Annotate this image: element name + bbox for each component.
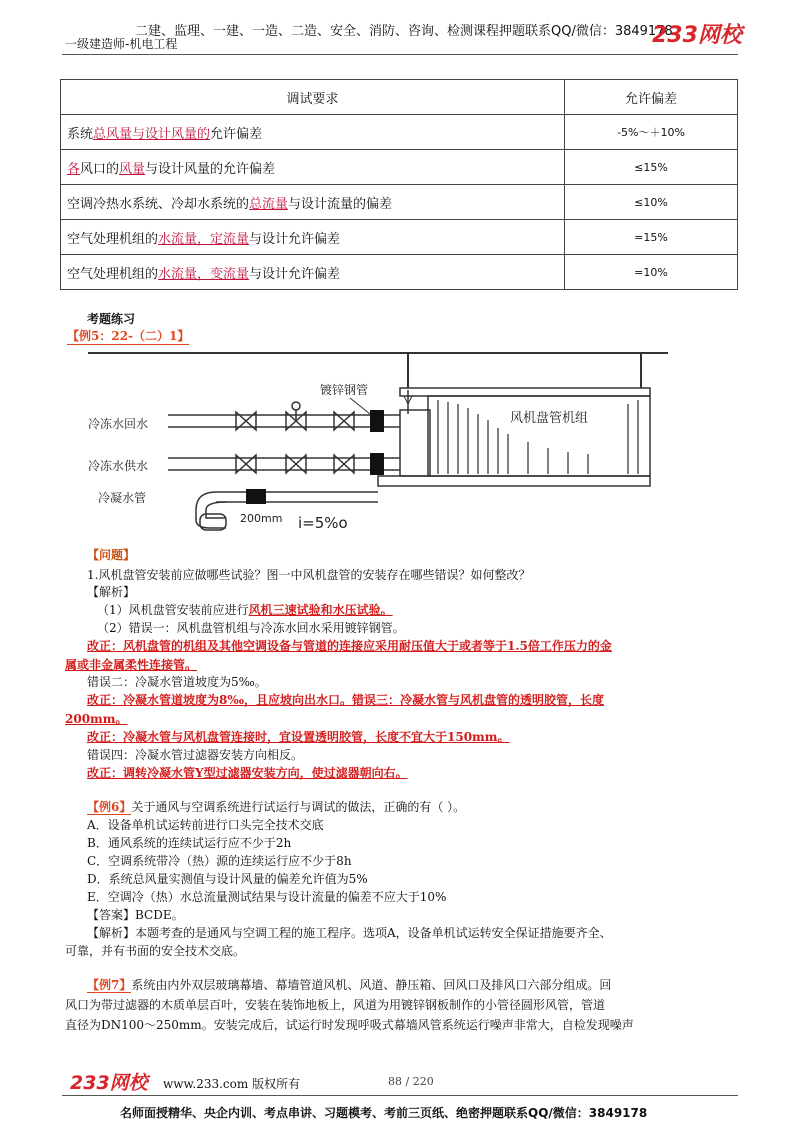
header-logo[interactable] xyxy=(650,16,750,50)
fan-coil-diagram xyxy=(88,350,668,540)
q6-option-a: A．设备单机试运转前进行口头完全技术交底 xyxy=(87,818,324,832)
table-row: 系统总风量与设计风量的允许偏差 -5%～＋10% xyxy=(61,115,738,150)
slope-label: i=5%o xyxy=(298,514,348,532)
q7-line-2: 风口为带过滤器的木质单层百叶，安装在装饰地板上，风道为用镀锌钢板制作的小管径圆形风管，管道 xyxy=(65,998,606,1012)
header-subject: 一级建造师-机电工程 xyxy=(65,37,178,51)
answer-2: （2）错误一：风机盘管机组与冷冻水回水采用镀锌钢管。 xyxy=(97,621,405,635)
table-header-requirement: 调试要求 xyxy=(61,80,565,115)
example5-label: 【例5：22-（二）1】 xyxy=(67,329,190,343)
error-2: 错误二：冷凝水管道坡度为5‰。 xyxy=(87,675,267,689)
q6-option-b: B．通风系统的连续试运行应不少于2h xyxy=(87,836,292,850)
footer-contact-line: 名师面授精华、央企内训、考点串讲、习题模考、考前三页纸、绝密押题联系QQ/微信：3849178 xyxy=(120,1106,648,1120)
q7-line-1: 【例7】系统由内外双层玻璃幕墙、幕墙管道风机、风道、静压箱、回风口及排风口六部分组成。回 xyxy=(87,978,612,992)
fix-1b: 属或非金属柔性连接管。 xyxy=(65,658,198,672)
table-row: 空气处理机组的水流量，定流量与设计允许偏差 =15% xyxy=(61,220,738,255)
q6-analysis-2: 可靠，并有书面的安全技术交底。 xyxy=(65,944,246,958)
q7-line-3: 直径为DN100～250mm。安装完成后，试运行时发现呼吸式幕墙风管系统运行噪声非常大，自检发现噪声 xyxy=(65,1018,634,1032)
q6-option-e: E．空调冷（热）水总流量测试结果与设计流量的偏差不应大于10% xyxy=(87,890,447,904)
table-row: 各风口的风量与设计风量的允许偏差 ≤15% xyxy=(61,150,738,185)
chw-return-label: 冷冻水回水 xyxy=(88,417,149,431)
footer-copyright: www.233.com 版权所有 xyxy=(163,1077,301,1091)
page-number: 88 / 220 xyxy=(388,1075,434,1088)
fix-3: 改正：冷凝水管与风机盘管连接时，宜设置透明胶管，长度不宜大于150mm。 xyxy=(87,730,510,744)
header-divider xyxy=(62,54,738,55)
practice-title: 考题练习 xyxy=(87,312,136,326)
table-row: 空调冷热水系统、冷却水系统的总流量与设计流量的偏差 ≤10% xyxy=(61,185,738,220)
footer-logo[interactable] xyxy=(68,1068,160,1094)
error-4: 错误四：冷凝水管过滤器安装方向相反。 xyxy=(87,748,304,762)
q6-stem: 【例6】关于通风与空调系统进行试运行与调试的做法，正确的有（ ）。 xyxy=(87,800,466,814)
q6-analysis-1: 【解析】本题考查的是通风与空调工程的施工程序。选项A，设备单机试运转安全保证措施要齐全、 xyxy=(87,926,612,940)
condensate-label: 冷凝水管 xyxy=(98,491,147,505)
chw-supply-label: 冷冻水供水 xyxy=(88,459,149,473)
q6-option-d: D．系统总风量实测值与设计风量的偏差允许值为5% xyxy=(87,872,368,886)
question-tag: 【问题】 xyxy=(87,548,136,562)
answer-1: （1）风机盘管安装前应进行风机三速试验和水压试验。 xyxy=(97,603,393,617)
header-contact-line: 二建、监理、一建、一造、二造、安全、消防、咨询、检测课程押题联系QQ/微信：3849178 xyxy=(135,24,673,39)
galvanized-pipe-label: 镀锌钢管 xyxy=(320,383,369,397)
table-header-row xyxy=(61,80,738,115)
debug-requirements-table xyxy=(60,79,738,290)
footer-divider xyxy=(62,1095,738,1096)
q6-option-c: C．空调系统带冷（热）源的连续运行应不少于8h xyxy=(87,854,352,868)
table-header-deviation: 允许偏差 xyxy=(565,80,738,115)
question-text: 1.风机盘管安装前应做哪些试验？图一中风机盘管的安装存在哪些错误？如何整改？ xyxy=(87,568,531,582)
length-label: 200mm xyxy=(240,512,283,525)
fix-4: 改正：调转冷凝水管Y型过滤器安装方向，使过滤器朝向右。 xyxy=(87,766,408,780)
header-logo-text: 233网校 xyxy=(652,23,742,48)
fcu-label: 风机盘管机组 xyxy=(510,411,589,426)
fix-1a: 改正：风机盘管的机组及其他空调设备与管道的连接应采用耐压值大于或者等于1.5倍工作压力的金 xyxy=(87,639,612,653)
table-row: 空气处理机组的水流量，变流量与设计允许偏差 =10% xyxy=(61,255,738,290)
q6-answer: 【答案】BCDE。 xyxy=(87,908,184,922)
analysis-tag: 【解析】 xyxy=(87,585,136,599)
fix-2a: 改正：冷凝水管道坡度为8‰，且应坡向出水口。错误三：冷凝水管与风机盘管的透明胶管，长度 xyxy=(87,693,604,707)
footer-logo-text: 233网校 xyxy=(70,1072,148,1094)
fix-2b: 200mm。 xyxy=(65,712,128,726)
